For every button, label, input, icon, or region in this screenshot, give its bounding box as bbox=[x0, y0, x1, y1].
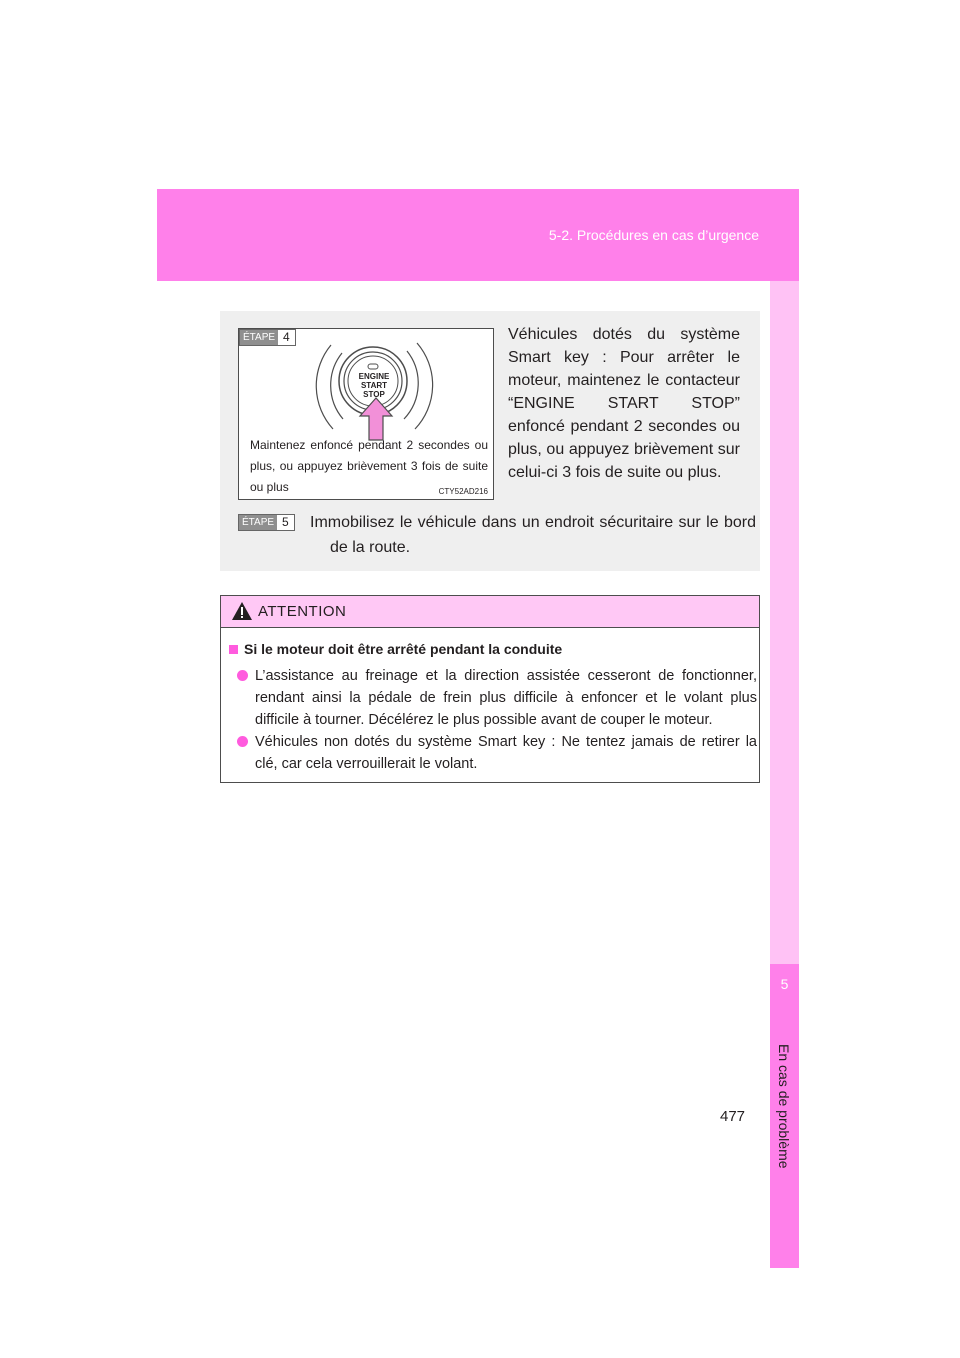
attention-heading-text: Si le moteur doit être arrêté pendant la conduite bbox=[244, 641, 563, 657]
engine-button-label-line: ENGINE bbox=[358, 372, 390, 381]
circle-bullet-icon bbox=[237, 736, 248, 747]
step-number: 5 bbox=[277, 515, 294, 530]
attention-title: ATTENTION bbox=[258, 603, 347, 620]
steps-panel bbox=[220, 311, 760, 571]
chapter-side-tab bbox=[770, 281, 799, 1169]
step-number: 4 bbox=[278, 330, 295, 345]
warning-triangle-icon bbox=[231, 601, 253, 621]
attention-box bbox=[220, 595, 760, 783]
figure-caption: Maintenez enfoncé pendant 2 secondes ou plus, ou appuyez brièvement 3 fois de suite ou plus bbox=[250, 438, 488, 494]
attention-header bbox=[221, 596, 759, 628]
circle-bullet-icon bbox=[237, 670, 248, 681]
attention-bullet bbox=[237, 731, 757, 775]
step-word: ÉTAPE bbox=[240, 330, 278, 345]
chapter-number: 5 bbox=[780, 976, 789, 992]
attention-bullet-text: Véhicules non dotés du système Smart key : Ne tentez jamais de retirer la clé, car cela verrouillerait le volant. bbox=[255, 734, 757, 772]
chapter-marker bbox=[770, 964, 799, 1268]
step4-figure bbox=[238, 328, 494, 500]
section-title: 5-2. Procédures en cas d’urgence bbox=[548, 227, 759, 243]
chapter-title: En cas de problème bbox=[776, 1044, 792, 1169]
engine-button-label-line: STOP bbox=[363, 390, 385, 399]
attention-bullet bbox=[237, 665, 757, 731]
step-word: ÉTAPE bbox=[239, 515, 277, 530]
attention-bullet-text: L’assistance au freinage et la direction assistée cesseront de fonctionner, rendant ainsi la pédale de frein plus difficile à enfoncer et le volant plus difficile à tourner. Décélérez le plus possible avant de couper le moteur. bbox=[255, 668, 757, 728]
square-bullet-icon bbox=[229, 645, 238, 654]
figure-code: CTY52AD216 bbox=[438, 487, 488, 496]
step4-text: Véhicules dotés du système Smart key : Pour arrêter le moteur, maintenez le contacteur “ENGINE START STOP” enfoncé pendant 2 secondes ou plus, ou appuyez brièvement sur celui-ci 3 fois de suite ou plus. bbox=[508, 326, 740, 481]
section-header-band bbox=[157, 189, 799, 281]
engine-button-label-line: START bbox=[360, 381, 388, 390]
attention-heading bbox=[229, 641, 562, 657]
engine-button-label bbox=[355, 372, 393, 399]
step5-text: Immobilisez le véhicule dans un endroit sécuritaire sur le bord de la route. bbox=[310, 514, 756, 556]
step5-label bbox=[238, 514, 295, 531]
page-number: 477 bbox=[720, 1108, 746, 1125]
